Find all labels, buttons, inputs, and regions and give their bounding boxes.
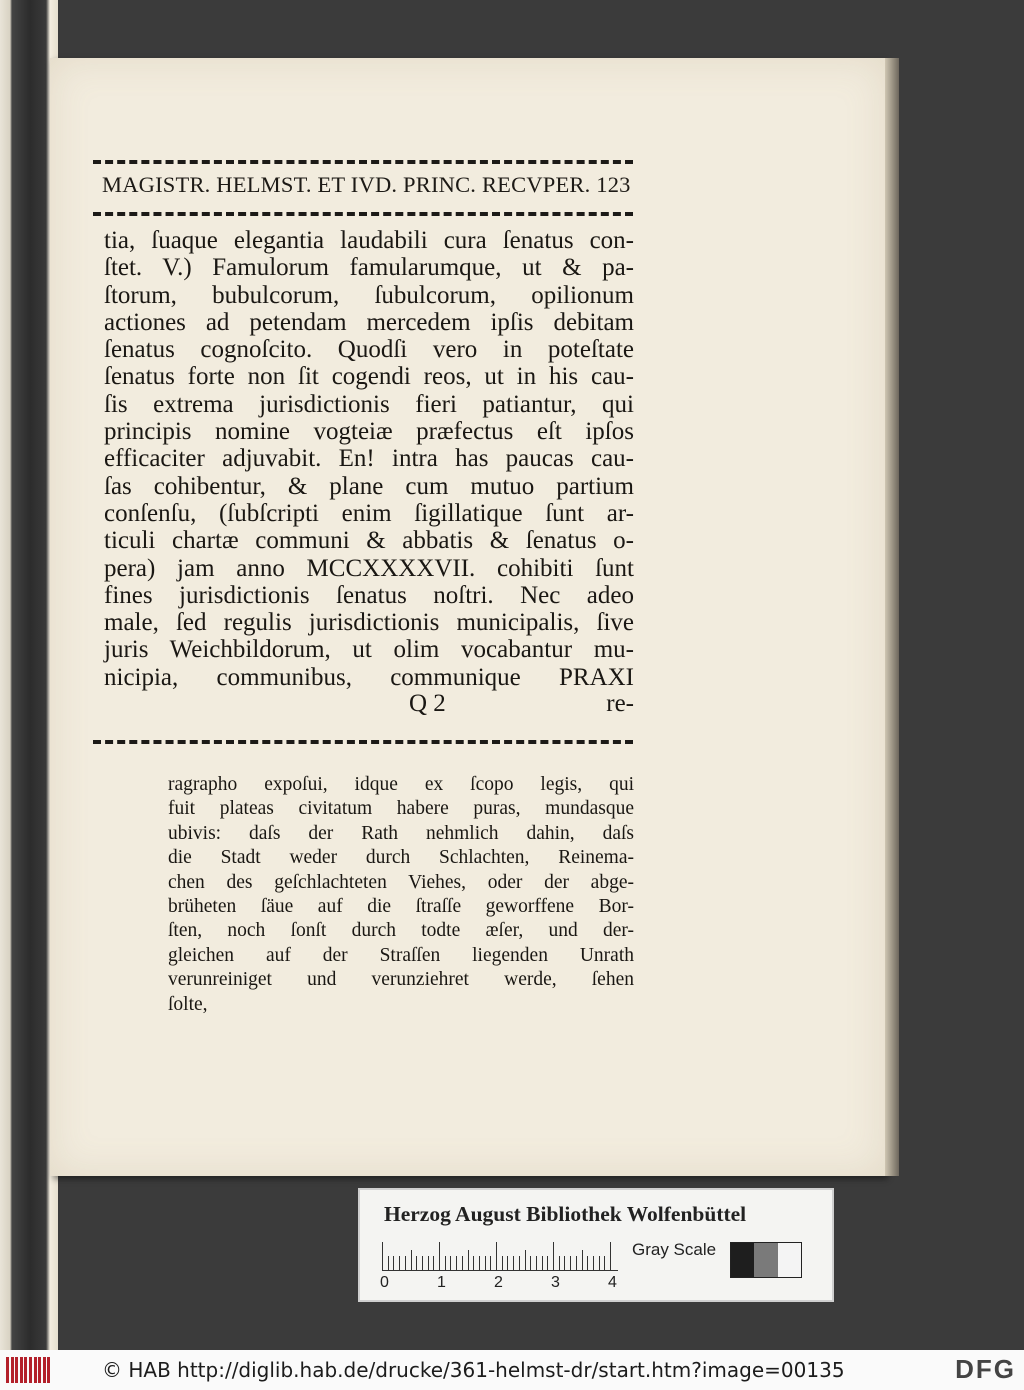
signature-mark: Q 2	[409, 690, 446, 717]
ruler-tick	[513, 1256, 514, 1270]
ruler-tick	[582, 1250, 583, 1270]
ruler-tick	[382, 1242, 383, 1270]
ruler-baseline	[382, 1270, 618, 1271]
catchword: re-	[606, 690, 634, 717]
ruler-tick	[388, 1256, 389, 1270]
scale-number: 0	[380, 1274, 389, 1291]
gray-scale-label: Gray Scale	[632, 1240, 717, 1259]
text-line: ſis extrema jurisdictionis fieri patiantur, qui	[104, 390, 634, 418]
signature-line	[104, 690, 634, 718]
text-line: ſenatus forte non ſit cogendi reos, ut in his cau-	[104, 363, 634, 391]
logo-bar	[15, 1357, 18, 1383]
ruler-tick	[428, 1256, 429, 1270]
ruler-tick	[411, 1250, 412, 1270]
dfg-logo: DFG	[955, 1354, 1016, 1384]
logo-bar	[38, 1357, 41, 1383]
gray-swatch	[754, 1243, 777, 1277]
scale-number: 1	[437, 1274, 446, 1291]
text-line: ſenatus cognoſcito. Quodſi vero in poteſtate	[104, 336, 634, 364]
footer-bar	[0, 1350, 1024, 1390]
ruler-tick	[576, 1256, 577, 1270]
text-line: actiones ad petendam mercedem ipſis debitam	[104, 308, 634, 336]
gray-swatch	[731, 1243, 754, 1277]
library-name: Herzog August Bibliothek Wolfenbüttel	[384, 1202, 747, 1226]
ruler-tick	[507, 1256, 508, 1270]
text-line: ſtorum, bubulcorum, ſubulcorum, opilionum	[104, 281, 634, 309]
footnote-line: brüheten ſäue auf die ſtraſſe geworffene Bor-	[168, 896, 634, 918]
ruler-tick	[559, 1256, 560, 1270]
ruler-tick	[405, 1256, 406, 1270]
footnote-line: gleichen auf der Straſſen liegenden Unrath	[168, 944, 634, 966]
ruler-tick	[393, 1256, 394, 1270]
footnote-line: ſten, noch ſonſt durch todte æſer, und der-	[168, 920, 634, 942]
gray-swatch	[778, 1243, 801, 1277]
ruler-tick	[502, 1256, 503, 1270]
logo-bar	[47, 1357, 50, 1383]
footnote-line: ragrapho expoſui, idque ex ſcopo legis, qui	[168, 774, 634, 795]
logo-bar	[34, 1357, 37, 1383]
ruler-tick	[530, 1256, 531, 1270]
ruler-tick	[485, 1256, 486, 1270]
top-rule	[93, 160, 633, 164]
text-line: principis nomine vogteiæ præfectus eſt ipſos	[104, 418, 634, 446]
footnote-line: ſolte,	[168, 993, 208, 1015]
ruler-tick	[462, 1256, 463, 1270]
ruler-scale	[382, 1242, 618, 1270]
ruler-tick	[433, 1256, 434, 1270]
text-line: efficaciter adjuvabit. En! intra has paucas cau-	[104, 445, 634, 473]
ruler-tick	[570, 1256, 571, 1270]
ruler-tick	[587, 1256, 588, 1270]
footnote-line: verunreiniget und verunziehret werde, ſehen	[168, 969, 634, 991]
ruler-tick	[450, 1256, 451, 1270]
footnote-rule	[93, 740, 633, 744]
text-line: pera) jam anno MCCXXXXVII. cohibiti ſunt	[104, 554, 634, 582]
ruler-tick	[610, 1242, 611, 1270]
ruler-tick	[542, 1256, 543, 1270]
ruler-tick	[399, 1256, 400, 1270]
logo-bar	[20, 1357, 23, 1383]
ruler-tick	[599, 1256, 600, 1270]
running-head: MAGISTR. HELMST. ET IVD. PRINC. RECVPER. 123	[102, 172, 631, 197]
ruler-tick	[473, 1256, 474, 1270]
footnote-line: chen des geſchlachteten Viehes, oder der abge-	[168, 871, 634, 893]
footnote-line: ubivis: daſs der Rath nehmlich dahin, daſs	[168, 822, 634, 844]
text-line: nicipia, communibus, communique PRAXI	[104, 663, 634, 691]
ruler-tick	[536, 1256, 537, 1270]
text-line: male, ſed regulis jurisdictionis municipalis, ſive	[104, 609, 634, 637]
ruler-tick	[416, 1256, 417, 1270]
color-calibration-card	[358, 1188, 834, 1302]
header-rule	[93, 212, 633, 216]
ruler-tick	[564, 1256, 565, 1270]
gray-scale-swatches	[730, 1242, 802, 1278]
copyright-url[interactable]: © HAB http://diglib.hab.de/drucke/361-helmst-dr/start.htm?image=00135	[102, 1358, 845, 1382]
ruler-tick	[479, 1256, 480, 1270]
text-line: ticuli chartæ communi & abbatis & ſenatus o-	[104, 527, 634, 555]
scale-number: 4	[608, 1274, 617, 1291]
ruler-tick	[553, 1242, 554, 1270]
ruler-tick	[490, 1256, 491, 1270]
scale-number: 2	[494, 1274, 503, 1291]
logo-bar	[29, 1357, 32, 1383]
footnote-line: fuit plateas civitatum habere puras, mundasque	[168, 798, 634, 820]
ruler-tick	[456, 1256, 457, 1270]
logo-bar	[24, 1357, 27, 1383]
footnote-line: die Stadt weder durch Schlachten, Reinema-	[168, 847, 634, 869]
ruler-tick	[525, 1250, 526, 1270]
ruler-tick	[422, 1256, 423, 1270]
page-edge	[885, 58, 899, 1176]
text-line: fines jurisdictionis ſenatus noſtri. Nec adeo	[104, 581, 634, 609]
ruler-tick	[547, 1256, 548, 1270]
scale-number: 3	[551, 1274, 560, 1291]
text-line: ſas cohibentur, & plane cum mutuo partium	[104, 472, 634, 500]
ruler-tick	[468, 1250, 469, 1270]
ruler-tick	[496, 1242, 497, 1270]
text-line: juris Weichbildorum, ut olim vocabantur mu-	[104, 636, 634, 664]
footnote-block	[168, 773, 634, 1017]
ruler-tick	[445, 1256, 446, 1270]
ruler-tick	[593, 1256, 594, 1270]
ruler-tick	[519, 1256, 520, 1270]
logo-bar	[43, 1357, 46, 1383]
hab-barcode-logo-icon	[6, 1357, 50, 1383]
ruler-tick	[439, 1242, 440, 1270]
text-line: ſtet. V.) Famulorum famularumque, ut & pa-	[104, 254, 634, 282]
ruler-tick	[604, 1256, 605, 1270]
text-line: tia, ſuaque elegantia laudabili cura ſenatus con-	[104, 227, 634, 254]
main-text-block	[104, 227, 634, 691]
logo-bar	[6, 1357, 9, 1383]
text-line: conſenſu, (ſubſcripti enim ſigillatique ſunt ar-	[104, 499, 634, 527]
logo-bar	[11, 1357, 14, 1383]
